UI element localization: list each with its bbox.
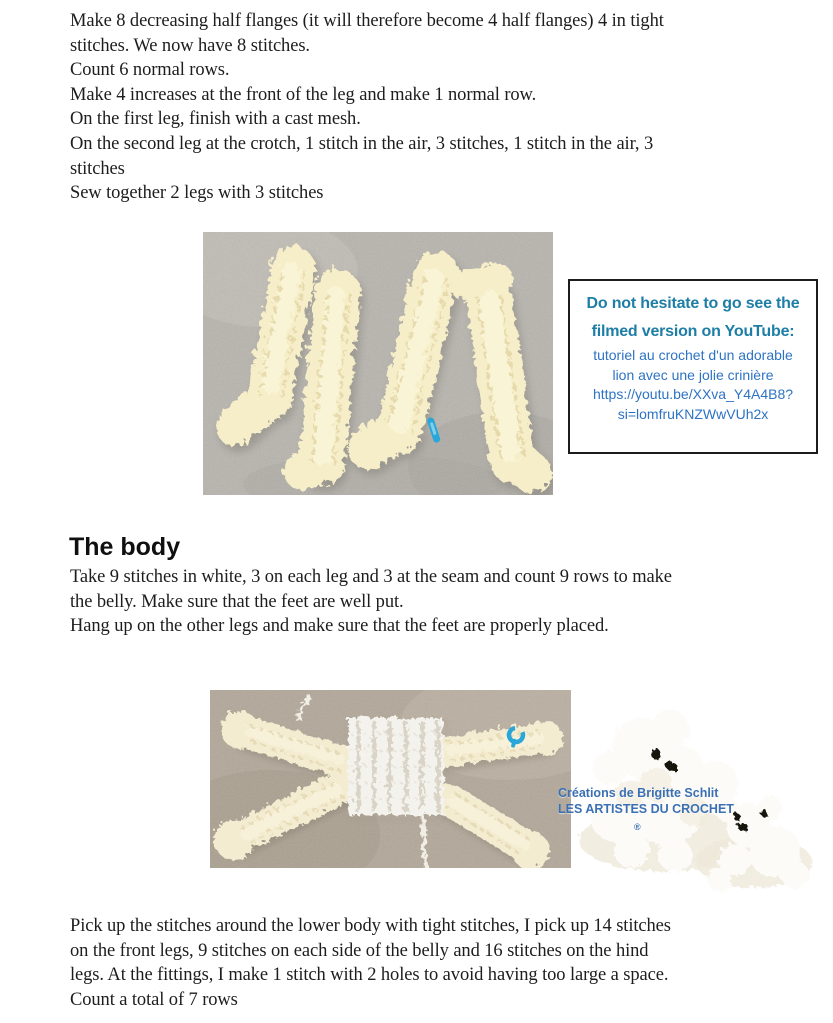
text-line: stitches. We now have 8 stitches. bbox=[70, 35, 310, 56]
big-poodle-eye bbox=[650, 747, 659, 758]
text-line: Take 9 stitches in white, 3 on each leg and 3 at the seam and count 9 rows to make bbox=[70, 567, 672, 587]
crocheted-legs-photo bbox=[203, 232, 553, 495]
text-line: Pick up the stitches around the lower body with tight stitches, I pick up 14 stitches bbox=[70, 916, 671, 936]
text-line: Make 8 decreasing half flanges (it will therefore become 4 half flanges) 4 in tight bbox=[70, 11, 664, 31]
text-line: on the front legs, 9 stitches on each side of the belly and 16 stitches on the hind bbox=[70, 940, 649, 961]
body-paragraph bbox=[70, 565, 672, 639]
youtube-box-heading: filmed version on YouTube: bbox=[591, 323, 795, 340]
text-line: Sew together 2 legs with 3 stitches bbox=[70, 183, 324, 204]
closing-paragraph bbox=[70, 914, 671, 1012]
small-poodle-nose bbox=[736, 821, 746, 829]
text-line: Count a total of 7 rows bbox=[70, 989, 238, 1010]
body-assembly-photo bbox=[210, 690, 571, 868]
section-heading: The body bbox=[69, 533, 181, 561]
youtube-url[interactable]: si=lomfruKNZWwVUh2x bbox=[617, 405, 769, 422]
intro-paragraph bbox=[70, 9, 664, 206]
youtube-info-box bbox=[568, 279, 818, 454]
text-line: stitches bbox=[70, 158, 125, 179]
text-line: On the second leg at the crotch, 1 stitch in the air, 3 stitches, 1 stitch in the air, 3 bbox=[70, 133, 654, 154]
belly-panel bbox=[346, 716, 442, 813]
text-line: Make 4 increases at the front of the leg and make 1 normal row. bbox=[70, 84, 537, 105]
text-line: Hang up on the other legs and make sure that the feet are properly placed. bbox=[70, 616, 609, 637]
text-line: Count 6 normal rows. bbox=[70, 60, 230, 81]
text-line: On the first leg, finish with a cast mesh. bbox=[70, 109, 361, 130]
youtube-video-title: lion avec une jolie crinière bbox=[612, 366, 774, 383]
text-line: the belly. Make sure that the feet are well put. bbox=[70, 591, 404, 612]
watermark-line: LES ARTISTES DU CROCHET bbox=[558, 801, 734, 816]
watermark-line: Créations de Brigitte Schlit bbox=[558, 786, 719, 800]
text-line: legs. At the fittings, I make 1 stitch with 2 holes to avoid having too large a space. bbox=[70, 965, 669, 986]
youtube-url[interactable]: https://youtu.be/XXva_Y4A4B8? bbox=[592, 386, 794, 402]
registered-trademark-icon: ® bbox=[634, 822, 641, 832]
youtube-video-title: tutoriel au crochet d'un adorable bbox=[593, 347, 793, 363]
youtube-box-heading: Do not hesitate to go see the bbox=[586, 295, 800, 312]
creator-watermark bbox=[558, 786, 826, 817]
